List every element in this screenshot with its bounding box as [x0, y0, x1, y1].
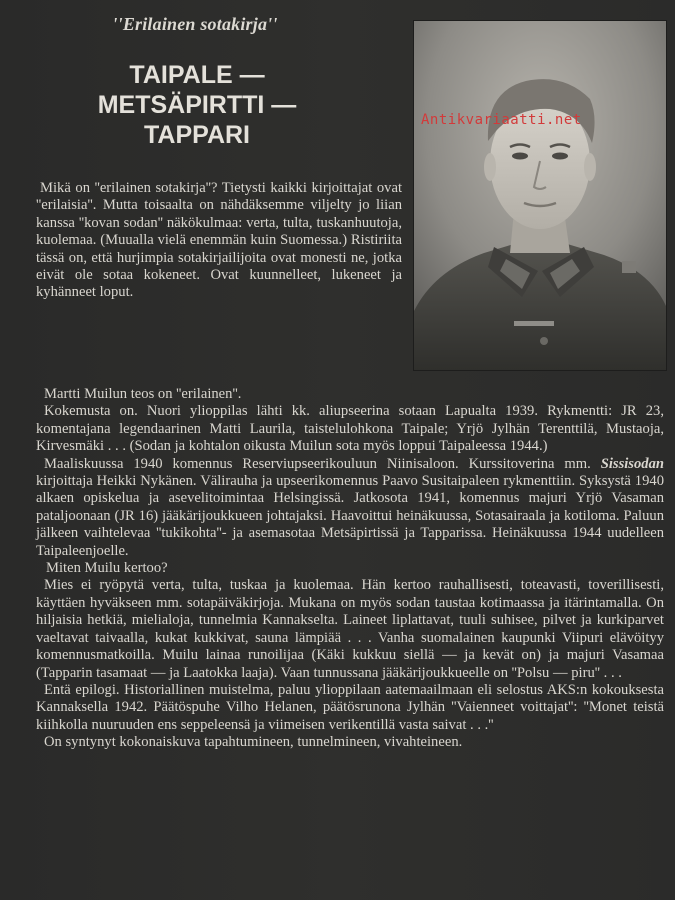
paragraph-enta: Entä epilogi. Historiallinen muistelma, paluu ylioppilaan aatemaailmaan eli selostus AKS:n kokouksesta Kannaksella 1942. Päätöspuhe Vilho Helanen, päätösrunona Jylhän ''Vaienneet voittajat'': ''Monet teistä kiihkolla nuuruuden ens seppeleensä ja viimeisen verikentillä vasta saivat . . .'' — [36, 681, 664, 733]
paragraph-maaliskuussa — [36, 456, 664, 560]
intro-paragraph: Mikä on ''erilainen sotakirja''? Tietysti kaikki kirjoittajat ovat ''erilaisia''. Mutta toisaalta on nähdäksemme viljelty jo liian kanssa ''kovan sodan'' näkökulmaa: verta, tulta, tuskanhuutoja, kuolemaa. (Muualla vielä enemmän kuin Suomessa.) Ristiriita tässä on, että hurjimpia sotakirjailijoita ovat monesti ne, jotka eivät ole sotaa kokeneet. Ovat kuunnelleet, lukeneet ja kyhänneet loput. — [36, 180, 402, 301]
book-title-sissisodan: Sissisodan — [600, 455, 664, 472]
author-portrait-photo — [413, 20, 667, 371]
title-line-3: TAPPARI — [143, 121, 251, 149]
watermark-text: Antikvariaatti.net — [421, 112, 582, 128]
book-title — [52, 60, 342, 150]
paragraph-muilu: Martti Muilun teos on ''erilainen''. — [44, 386, 242, 402]
main-text — [36, 386, 664, 752]
paragraph-miten: Miten Muilu kertoo? — [46, 560, 168, 577]
title-line-1: TAIPALE — — [129, 61, 265, 89]
paragraph-syntynyt: On syntynyt kokonaiskuva tapahtumineen, tunnelmineen, vivahteineen. — [44, 734, 463, 751]
paragraph-kokemusta: Kokemusta on. Nuori ylioppilas lähti kk. aliupseerina sotaan Lapualta 1939. Rykmentti: JR 23, komentajana legendaarinen Matti Laurila, taistelulohkona Taipale; Yrjö Jylhän Terenttilä, Mustaoja, Kirvesmäki . . . (Sodan ja kohtalon oikusta Muilun sota myös loppui Taipaleessa 1944.) — [36, 403, 664, 455]
paragraph-mies: Mies ei ryöpytä verta, tulta, tuskaa ja kuolemaa. Hän kertoo rauhallisesti, toteavasti, toverillisesti, käyttäen hyväkseen mm. sotapäiväkirjoja. Mukana on myös sodan taustaa kotimaassa ja itärintamalla. On hiljaisia hetkiä, mielialoja, tunnelmia Kannakselta. Laineet liplattavat, tuuli suhisee, pilvet ja kurkiparvet vaeltavat taivaalla, kukat kukkivat, sauna lämpiää . . . Vanha suomalainen kaupunki Viipuri elävöityy komennusmatkoilla. Muilu lainaa runoilijaa (Käki kukkuu siellä — ja kevät on) ja majuri Vasamaa (Tapparin tasamaat — ja Laatokka laaja). Vaan tunnussana jääkärijoukkueelle on ''Polsu — piru'' . . . — [36, 577, 664, 681]
title-line-2: METSÄPIRTTI — — [97, 91, 297, 119]
series-title: ''Erilainen sotakirja'' — [112, 14, 278, 34]
portrait-illustration — [414, 21, 666, 370]
paragraph-maaliskuussa-a: Maaliskuussa 1940 komennus Reserviupseerikouluun Niinisaloon. Kurssitoverina mm. — [44, 455, 601, 472]
paragraph-maaliskuussa-b: kirjoittaja Heikki Nykänen. Välirauha ja upseerikomennus Paavo Susitaipaleen rykmenttiin. Syksystä 1940 alkaen opiskelua ja asevelitoimintaa Helsingissä. Jatkosota 1941, komennus majuri Yrjö Vasaman pataljoonaan (JR 16) jääkärijoukkueen johtajaksi. Haavoittui heinäkuussa, Sotasairaala ja kotiloma. Paluun jälkeen vaihtelevaa ''tukikohta''- ja asemasotaa Metsäpirtissä ja Tapparissa. Heinäkuussa 1944 uudelleen Taipaleenjoelle. — [36, 473, 664, 559]
